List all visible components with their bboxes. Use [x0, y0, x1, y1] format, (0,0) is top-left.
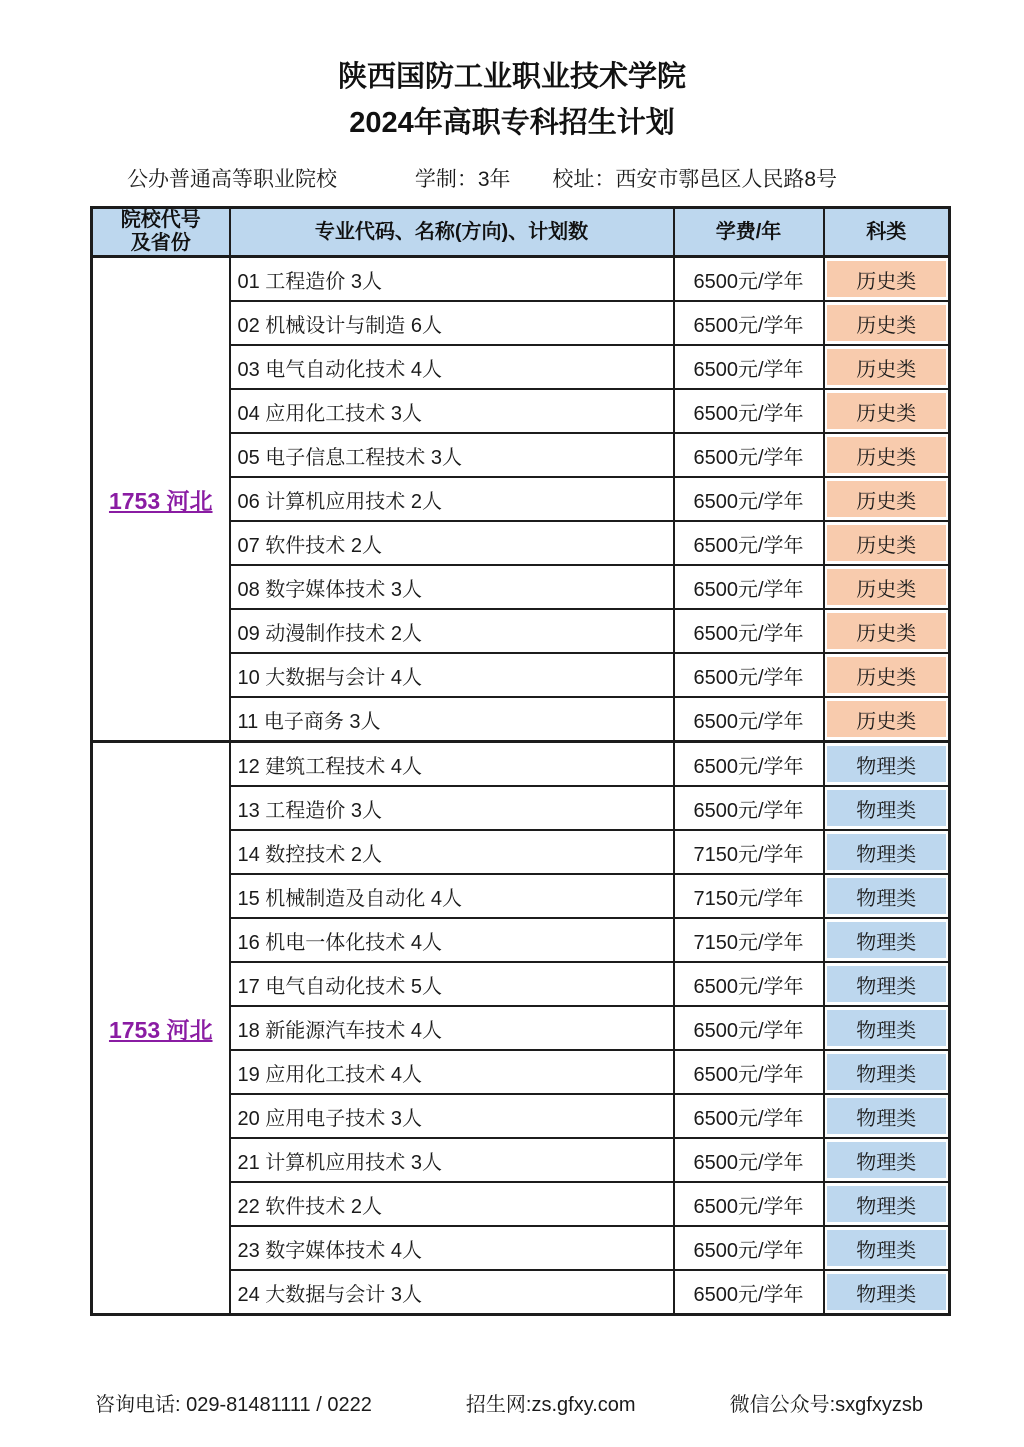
major-cell: 14 数控技术 2人 [230, 830, 674, 874]
fee-cell: 7150元/学年 [674, 918, 824, 962]
category-badge: 物理类 [827, 878, 947, 914]
category-cell [824, 1050, 950, 1094]
major-cell: 05 电子信息工程技术 3人 [230, 433, 674, 477]
major-cell: 23 数字媒体技术 4人 [230, 1226, 674, 1270]
category-badge: 历史类 [827, 305, 947, 341]
page-subtitle: 2024年高职专科招生计划 [349, 107, 675, 139]
category-cell [824, 786, 950, 830]
category-badge: 物理类 [827, 966, 947, 1002]
major-cell: 12 建筑工程技术 4人 [230, 742, 674, 787]
fee-cell: 6500元/学年 [674, 257, 824, 302]
admission-plan-table [90, 206, 951, 1316]
category-cell [824, 301, 950, 345]
fee-cell: 6500元/学年 [674, 786, 824, 830]
category-badge: 历史类 [827, 657, 947, 693]
major-cell: 02 机械设计与制造 6人 [230, 301, 674, 345]
category-badge: 历史类 [827, 613, 947, 649]
fee-cell: 6500元/学年 [674, 477, 824, 521]
category-badge: 物理类 [827, 1186, 947, 1222]
category-cell [824, 1270, 950, 1315]
major-cell: 09 动漫制作技术 2人 [230, 609, 674, 653]
category-cell [824, 257, 950, 302]
category-badge: 历史类 [827, 349, 947, 385]
fee-cell: 6500元/学年 [674, 1270, 824, 1315]
study-duration: 学制：3年 [414, 168, 511, 191]
college-code-province: 1753 河北 [108, 487, 213, 514]
school-type: 公办普通高等职业院校 [127, 168, 337, 191]
header-college-code [92, 208, 230, 257]
fee-cell: 7150元/学年 [674, 830, 824, 874]
category-badge: 历史类 [827, 701, 947, 737]
fee-cell: 6500元/学年 [674, 1226, 824, 1270]
major-cell: 17 电气自动化技术 5人 [230, 962, 674, 1006]
fee-cell: 6500元/学年 [674, 697, 824, 742]
category-cell [824, 830, 950, 874]
college-code-province-cell [92, 742, 230, 1315]
category-cell [824, 345, 950, 389]
header-college-code-line2: 及省份 [130, 232, 191, 254]
major-cell: 16 机电一体化技术 4人 [230, 918, 674, 962]
category-cell [824, 697, 950, 742]
fee-cell: 6500元/学年 [674, 301, 824, 345]
category-badge: 物理类 [827, 1010, 947, 1046]
major-cell: 01 工程造价 3人 [230, 257, 674, 302]
fee-cell: 6500元/学年 [674, 1094, 824, 1138]
major-cell: 18 新能源汽车技术 4人 [230, 1006, 674, 1050]
category-cell [824, 742, 950, 787]
fee-cell: 6500元/学年 [674, 1006, 824, 1050]
category-cell [824, 389, 950, 433]
major-cell: 06 计算机应用技术 2人 [230, 477, 674, 521]
fee-cell: 6500元/学年 [674, 1050, 824, 1094]
table-header-row [92, 208, 950, 257]
fee-cell: 6500元/学年 [674, 609, 824, 653]
fee-cell: 6500元/学年 [674, 565, 824, 609]
category-cell [824, 1226, 950, 1270]
category-cell [824, 1138, 950, 1182]
category-badge: 历史类 [827, 261, 947, 297]
major-cell: 22 软件技术 2人 [230, 1182, 674, 1226]
category-badge: 物理类 [827, 922, 947, 958]
footer-phone: 咨询电话: 029-81481111 / 0222 [95, 1394, 372, 1416]
header-category: 科类 [824, 208, 950, 257]
category-cell [824, 433, 950, 477]
category-cell [824, 609, 950, 653]
category-badge: 历史类 [827, 525, 947, 561]
category-cell [824, 653, 950, 697]
category-badge: 物理类 [827, 1142, 947, 1178]
category-cell [824, 1094, 950, 1138]
major-cell: 15 机械制造及自动化 4人 [230, 874, 674, 918]
college-code-province: 1753 河北 [108, 1016, 213, 1043]
category-badge: 物理类 [827, 834, 947, 870]
major-cell: 04 应用化工技术 3人 [230, 389, 674, 433]
category-badge: 历史类 [827, 393, 947, 429]
fee-cell: 6500元/学年 [674, 433, 824, 477]
category-badge: 历史类 [827, 437, 947, 473]
category-badge: 物理类 [827, 790, 947, 826]
table-row [92, 742, 950, 787]
major-cell: 21 计算机应用技术 3人 [230, 1138, 674, 1182]
fee-cell: 6500元/学年 [674, 521, 824, 565]
category-cell [824, 1182, 950, 1226]
major-cell: 13 工程造价 3人 [230, 786, 674, 830]
major-cell: 03 电气自动化技术 4人 [230, 345, 674, 389]
school-address: 校址：西安市鄠邑区人民路8号 [552, 168, 838, 191]
major-cell: 11 电子商务 3人 [230, 697, 674, 742]
category-cell [824, 521, 950, 565]
category-badge: 物理类 [827, 1274, 947, 1310]
category-cell [824, 962, 950, 1006]
category-badge: 物理类 [827, 1054, 947, 1090]
fee-cell: 6500元/学年 [674, 653, 824, 697]
category-cell [824, 874, 950, 918]
category-cell [824, 918, 950, 962]
category-cell [824, 565, 950, 609]
fee-cell: 6500元/学年 [674, 345, 824, 389]
title-block [0, 0, 1024, 146]
page-title: 陕西国防工业职业技术学院 [337, 61, 686, 93]
footer-wechat: 微信公众号:sxgfxyzsb [729, 1394, 923, 1416]
table-row [92, 257, 950, 302]
fee-cell: 6500元/学年 [674, 742, 824, 787]
header-college-code-line1: 院校代号 [120, 209, 201, 231]
category-cell [824, 477, 950, 521]
major-cell: 10 大数据与会计 4人 [230, 653, 674, 697]
major-cell: 24 大数据与会计 3人 [230, 1270, 674, 1315]
category-cell [824, 1006, 950, 1050]
footer [95, 1388, 923, 1417]
major-cell: 19 应用化工技术 4人 [230, 1050, 674, 1094]
major-cell: 20 应用电子技术 3人 [230, 1094, 674, 1138]
footer-website: 招生网:zs.gfxy.com [465, 1394, 636, 1416]
fee-cell: 6500元/学年 [674, 389, 824, 433]
category-badge: 物理类 [827, 1230, 947, 1266]
header-major: 专业代码、名称(方向)、计划数 [230, 208, 674, 257]
college-code-province-cell [92, 257, 230, 742]
major-cell: 07 软件技术 2人 [230, 521, 674, 565]
category-badge: 物理类 [827, 1098, 947, 1134]
category-badge: 物理类 [827, 746, 947, 782]
fee-cell: 6500元/学年 [674, 962, 824, 1006]
category-badge: 历史类 [827, 481, 947, 517]
fee-cell: 6500元/学年 [674, 1182, 824, 1226]
school-info-line [127, 163, 1024, 193]
major-cell: 08 数字媒体技术 3人 [230, 565, 674, 609]
header-fee: 学费/年 [674, 208, 824, 257]
category-badge: 历史类 [827, 569, 947, 605]
fee-cell: 6500元/学年 [674, 1138, 824, 1182]
fee-cell: 7150元/学年 [674, 874, 824, 918]
